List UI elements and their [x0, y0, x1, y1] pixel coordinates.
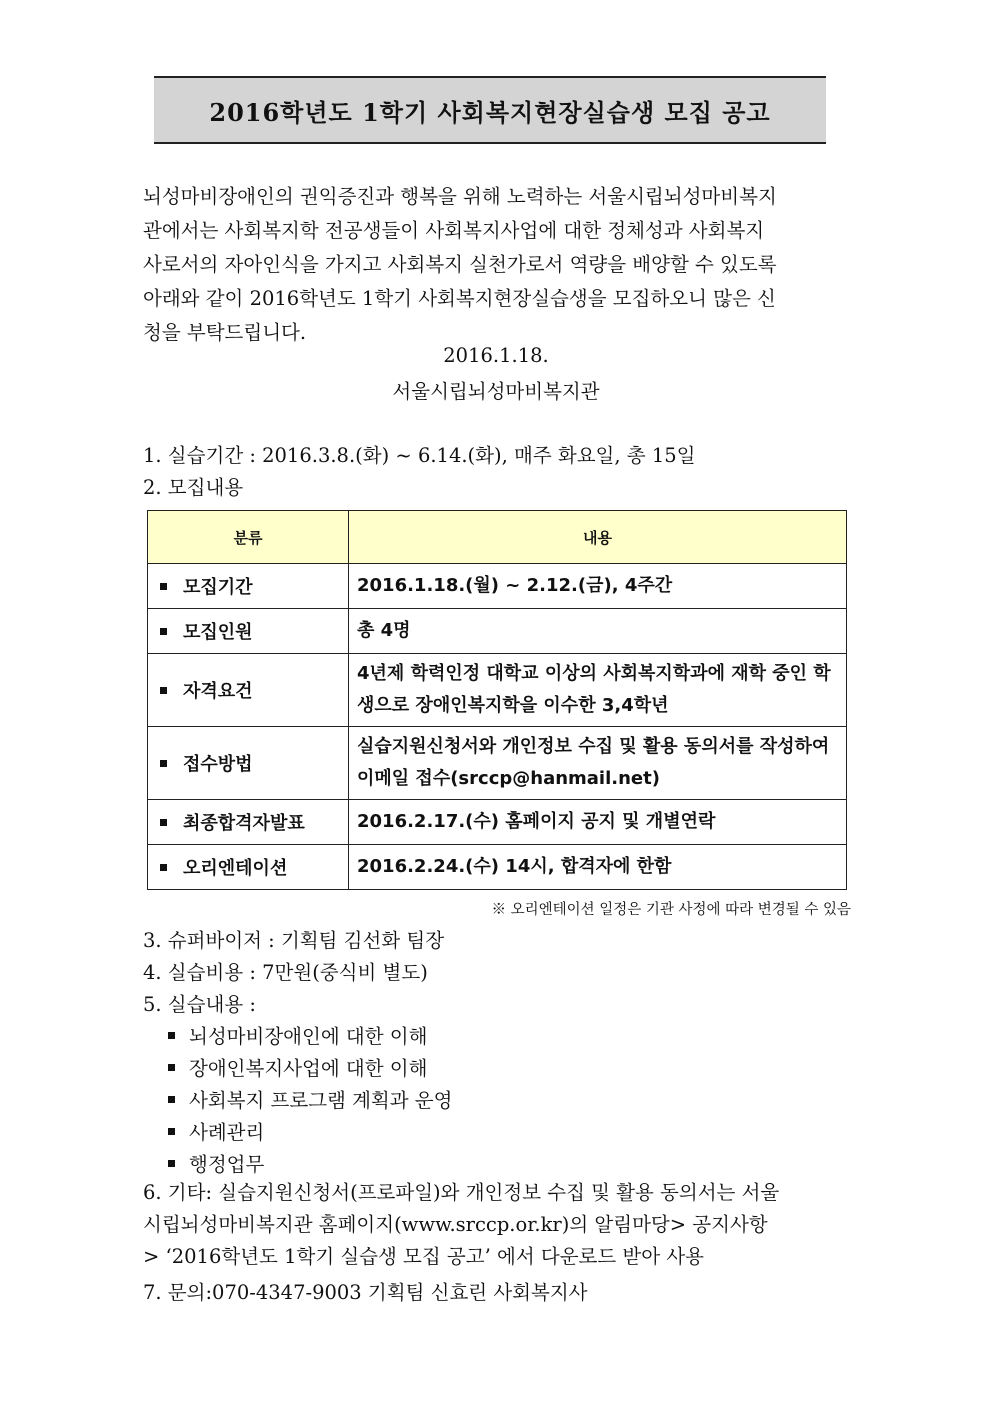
square-bullet-icon — [168, 1064, 175, 1071]
square-bullet-icon — [168, 1128, 175, 1135]
table-row — [148, 800, 847, 845]
row-value: 2016.2.24.(수) 14시, 합격자에 한함 — [349, 845, 847, 890]
square-bullet-icon — [168, 1160, 175, 1167]
etc-line: > ‘2016학년도 1학기 실습생 모집 공고’ 에서 다운로드 받아 사용 — [143, 1245, 704, 1268]
row-label: 자격요건 — [148, 654, 349, 727]
section-5-heading: 5. 실습내용 : — [143, 993, 256, 1016]
intro-line: 사로서의 자아인식을 가지고 사회복지 실천가로서 역량을 배양할 수 있도록 — [143, 253, 777, 276]
square-bullet-icon — [160, 628, 167, 635]
table-row — [148, 727, 847, 800]
intro-line: 아래와 같이 2016학년도 1학기 사회복지현장실습생을 모집하오니 많은 신 — [143, 287, 776, 310]
organization-name: 서울시립뇌성마비복지관 — [392, 380, 600, 403]
row-value: 2016.2.17.(수) 홈페이지 공지 및 개별연락 — [349, 800, 847, 845]
notice-title-box — [154, 76, 826, 144]
row-label: 모집인원 — [148, 609, 349, 654]
square-bullet-icon — [160, 819, 167, 826]
square-bullet-icon — [160, 864, 167, 871]
row-label: 접수방법 — [148, 727, 349, 800]
section-7-contact: 7. 문의:070-4347-9003 기획팀 신효린 사회복지사 — [143, 1281, 588, 1304]
list-item: 행정업무 — [168, 1149, 264, 1177]
intro-line: 청을 부탁드립니다. — [143, 321, 307, 344]
row-label: 모집기간 — [148, 564, 349, 609]
square-bullet-icon — [168, 1096, 175, 1103]
intro-line: 관에서는 사회복지학 전공생들이 사회복지사업에 대한 정체성과 사회복지 — [143, 219, 765, 242]
row-label: 최종합격자발표 — [148, 800, 349, 845]
section-6-etc — [143, 1177, 851, 1273]
orientation-note: ※ 오리엔테이션 일정은 기관 사정에 따라 변경될 수 있음 — [491, 902, 851, 918]
table-header-category: 분류 — [148, 511, 349, 564]
square-bullet-icon — [160, 583, 167, 590]
row-value: 실습지원신청서와 개인정보 수집 및 활용 동의서를 작성하여 이메일 접수(srccp@hanmail.net) — [349, 727, 847, 800]
table-row — [148, 845, 847, 890]
square-bullet-icon — [168, 1032, 175, 1039]
table-row — [148, 654, 847, 727]
table-header-content: 내용 — [349, 511, 847, 564]
section-4-cost: 4. 실습비용 : 7만원(중식비 별도) — [143, 961, 428, 984]
list-item: 사회복지 프로그램 계획과 운영 — [168, 1085, 452, 1113]
recruitment-table — [147, 510, 847, 890]
etc-line: 시립뇌성마비복지관 홈페이지(www.srccp.or.kr)의 알림마당> 공지사항 — [143, 1213, 768, 1236]
table-row — [148, 609, 847, 654]
intro-paragraph — [143, 180, 851, 350]
square-bullet-icon — [160, 760, 167, 767]
section-1-period: 1. 실습기간 : 2016.3.8.(화) ~ 6.14.(화), 매주 화요일, 총 15일 — [143, 444, 696, 467]
row-label: 오리엔테이션 — [148, 845, 349, 890]
table-header-row — [148, 511, 847, 564]
notice-date: 2016.1.18. — [443, 344, 549, 367]
intro-line: 뇌성마비장애인의 권익증진과 행복을 위해 노력하는 서울시립뇌성마비복지 — [143, 185, 777, 208]
list-item: 장애인복지사업에 대한 이해 — [168, 1053, 427, 1081]
list-item: 사례관리 — [168, 1117, 264, 1145]
row-value: 4년제 학력인정 대학교 이상의 사회복지학과에 재학 중인 학생으로 장애인복지학을 이수한 3,4학년 — [349, 654, 847, 727]
page-title: 2016학년도 1학기 사회복지현장실습생 모집 공고 — [209, 97, 771, 127]
list-item: 뇌성마비장애인에 대한 이해 — [168, 1021, 427, 1049]
row-value: 2016.1.18.(월) ~ 2.12.(금), 4주간 — [349, 564, 847, 609]
etc-line: 6. 기타: 실습지원신청서(프로파일)와 개인정보 수집 및 활용 동의서는 서울 — [143, 1181, 780, 1204]
section-3-supervisor: 3. 슈퍼바이저 : 기획팀 김선화 팀장 — [143, 929, 445, 952]
section-2-heading: 2. 모집내용 — [143, 476, 244, 499]
row-value: 총 4명 — [349, 609, 847, 654]
square-bullet-icon — [160, 687, 167, 694]
table-row — [148, 564, 847, 609]
